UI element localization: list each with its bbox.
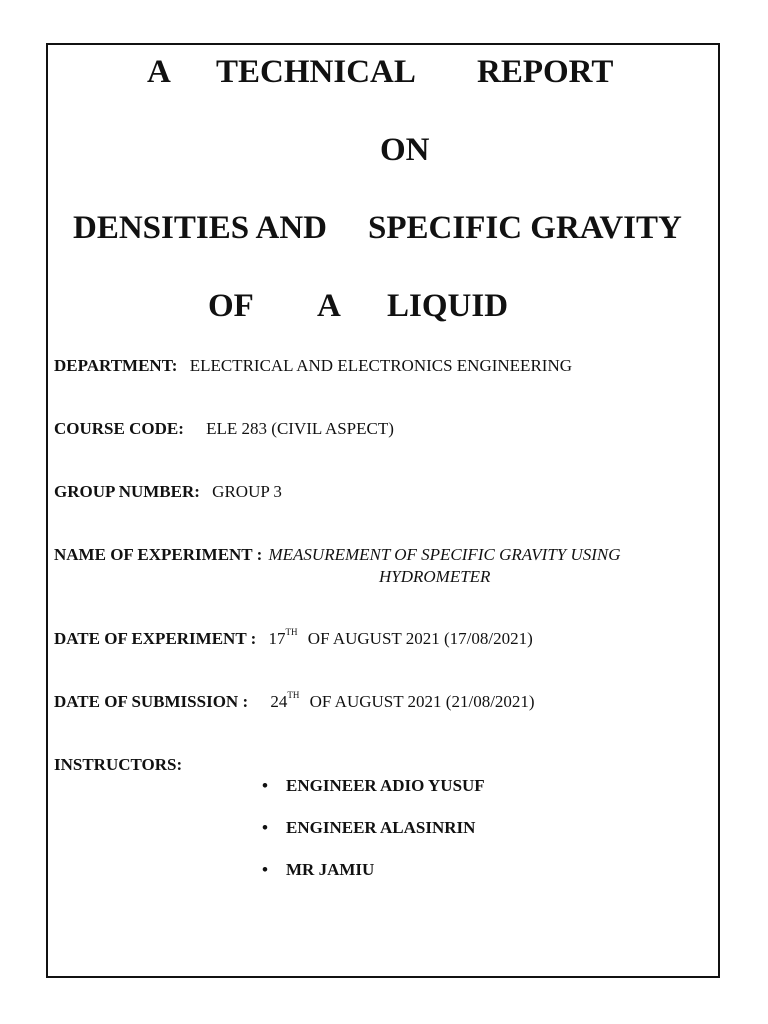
group-number-label: GROUP NUMBER: [54, 482, 200, 501]
group-number-value: GROUP 3 [212, 482, 282, 501]
date-of-experiment-suffix: TH [285, 627, 298, 637]
instructor-name: MR JAMIU [286, 860, 375, 879]
department-label: DEPARTMENT: [54, 356, 178, 375]
title-densities: DENSITIES AND [73, 210, 328, 246]
instructor-name: ENGINEER ADIO YUSUF [286, 776, 485, 795]
date-of-experiment-rest: OF AUGUST 2021 (17/08/2021) [307, 629, 533, 648]
instructor-item [262, 818, 475, 838]
date-of-submission-rest: OF AUGUST 2021 (21/08/2021) [309, 692, 535, 711]
title-a2: A [317, 288, 341, 324]
date-of-experiment-row [54, 629, 533, 649]
title-liquid: LIQUID [387, 288, 509, 324]
experiment-row [54, 545, 621, 565]
bullet-icon: • [262, 818, 268, 837]
date-of-submission-day: 24 [270, 692, 288, 711]
date-of-experiment-label: DATE OF EXPERIMENT : [54, 629, 257, 648]
course-code-value: ELE 283 (CIVIL ASPECT) [206, 419, 394, 438]
title-specific-gravity: SPECIFIC GRAVITY [368, 210, 682, 246]
course-code-row [54, 419, 394, 439]
experiment-value-line1: MEASUREMENT OF SPECIFIC GRAVITY USING [268, 545, 621, 564]
bullet-icon: • [262, 776, 268, 795]
date-of-submission-label: DATE OF SUBMISSION : [54, 692, 249, 711]
title-on: ON [380, 132, 430, 168]
department-row [54, 356, 572, 376]
instructors-label: INSTRUCTORS: [54, 755, 183, 774]
date-of-submission-row [54, 692, 535, 712]
course-code-label: COURSE CODE: [54, 419, 184, 438]
title-of: OF [208, 288, 254, 324]
title-word-a: A [147, 54, 171, 90]
instructor-name: ENGINEER ALASINRIN [286, 818, 476, 837]
department-value: ELECTRICAL AND ELECTRONICS ENGINEERING [189, 356, 572, 375]
date-of-experiment-day: 17 [268, 629, 286, 648]
experiment-value-line2: HYDROMETER [379, 567, 491, 586]
instructor-item [262, 776, 485, 796]
date-of-submission-suffix: TH [287, 690, 300, 700]
page-border [46, 43, 720, 978]
title-word-report: REPORT [477, 54, 614, 90]
group-number-row [54, 482, 282, 502]
experiment-label: NAME OF EXPERIMENT : [54, 545, 263, 564]
bullet-icon: • [262, 860, 268, 879]
instructor-item [262, 860, 374, 880]
title-word-technical: TECHNICAL [216, 54, 416, 90]
